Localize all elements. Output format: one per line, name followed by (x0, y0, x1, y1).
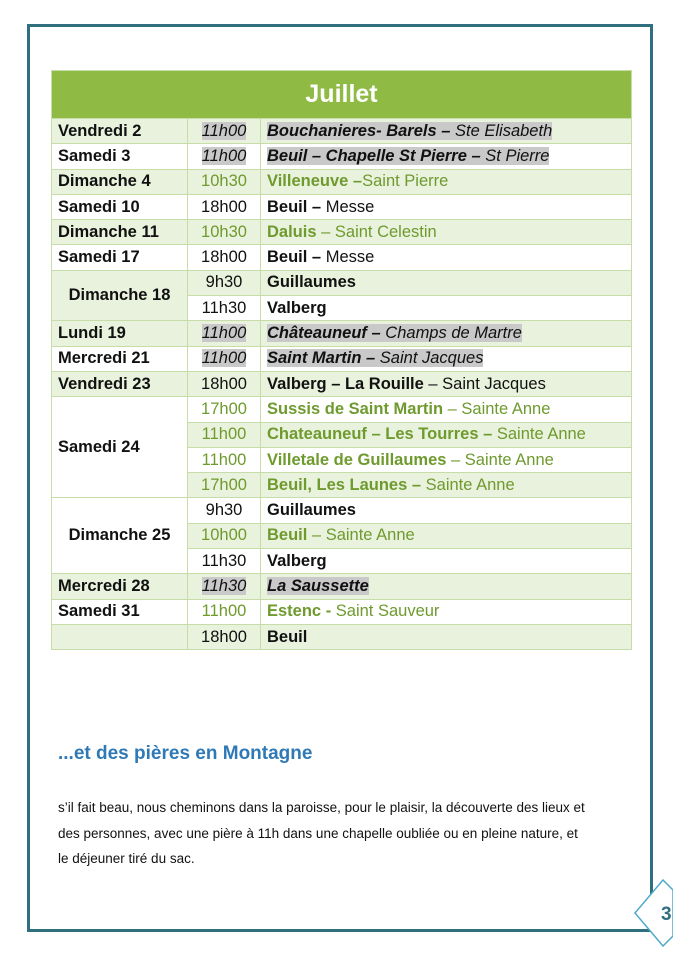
day-cell: Dimanche 11 (52, 220, 188, 245)
time-cell: 9h30 (188, 270, 261, 295)
table-row (52, 119, 632, 144)
time-cell: 11h30 (188, 296, 261, 321)
day-cell: Samedi 31 (52, 599, 188, 624)
time-cell: 11h00 (188, 447, 261, 472)
table-row (52, 346, 632, 371)
place-cell: Villetale de Guillaumes – Sainte Anne (261, 447, 632, 472)
place-cell: Beuil – Chapelle St Pierre – St Pierre (261, 144, 632, 169)
time-cell: 17h00 (188, 397, 261, 422)
table-row (52, 599, 632, 624)
day-cell: Mercredi 28 (52, 574, 188, 599)
place-cell: Guillaumes (261, 270, 632, 295)
time-cell: 18h00 (188, 371, 261, 396)
table-row (52, 624, 632, 649)
time-cell: 10h30 (188, 220, 261, 245)
place-cell: Beuil, Les Launes – Sainte Anne (261, 473, 632, 498)
day-cell: Vendredi 23 (52, 371, 188, 396)
time-cell: 17h00 (188, 473, 261, 498)
schedule-table (51, 70, 632, 650)
time-cell: 10h30 (188, 169, 261, 194)
day-cell: Vendredi 2 (52, 119, 188, 144)
time-cell: 11h30 (188, 549, 261, 574)
place-cell: Beuil – Messe (261, 194, 632, 219)
place-cell: Chateauneuf – Les Tourres – Sainte Anne (261, 422, 632, 447)
paragraph-line: s’il fait beau, nous cheminons dans la paroisse, pour le plaisir, la découverte des lieux et (58, 800, 585, 815)
day-cell: Lundi 19 (52, 321, 188, 346)
month-title: Juillet (52, 71, 632, 119)
time-cell: 11h00 (188, 321, 261, 346)
day-cell: Samedi 10 (52, 194, 188, 219)
page-number-badge (633, 878, 673, 948)
place-cell: Estenc - Saint Sauveur (261, 599, 632, 624)
place-cell: Saint Martin – Saint Jacques (261, 346, 632, 371)
time-cell: 11h00 (188, 144, 261, 169)
place-cell: Valberg (261, 296, 632, 321)
table-row (52, 194, 632, 219)
place-cell: Beuil (261, 624, 632, 649)
paragraph-line: des personnes, avec une pière à 11h dans une chapelle oubliée ou en pleine nature, et (58, 825, 578, 841)
time-cell: 18h00 (188, 194, 261, 219)
table-row (52, 321, 632, 346)
day-cell: Samedi 3 (52, 144, 188, 169)
table-row (52, 498, 632, 523)
place-cell: Châteauneuf – Champs de Martre (261, 321, 632, 346)
day-cell: Dimanche 4 (52, 169, 188, 194)
time-cell: 11h00 (188, 119, 261, 144)
time-cell: 10h00 (188, 523, 261, 548)
place-cell: Valberg (261, 549, 632, 574)
table-row (52, 144, 632, 169)
time-cell: 9h30 (188, 498, 261, 523)
table-header-row (52, 71, 632, 119)
day-cell (52, 624, 188, 649)
time-cell: 18h00 (188, 245, 261, 270)
table-row (52, 574, 632, 599)
time-cell: 11h00 (188, 599, 261, 624)
place-cell: Beuil – Messe (261, 245, 632, 270)
place-cell: Villeneuve –Saint Pierre (261, 169, 632, 194)
table-row (52, 169, 632, 194)
day-cell: Dimanche 25 (52, 498, 188, 574)
table-row (52, 270, 632, 295)
place-cell: Daluis – Saint Celestin (261, 220, 632, 245)
place-cell: Beuil – Sainte Anne (261, 523, 632, 548)
section-heading: ...et des pières en Montagne (58, 743, 313, 764)
day-cell: Mercredi 21 (52, 346, 188, 371)
time-cell: 11h00 (188, 422, 261, 447)
place-cell: Valberg – La Rouille – Saint Jacques (261, 371, 632, 396)
paragraph-line: le déjeuner tiré du sac. (58, 851, 195, 866)
time-cell: 18h00 (188, 624, 261, 649)
place-cell: Sussis de Saint Martin – Sainte Anne (261, 397, 632, 422)
table-row (52, 220, 632, 245)
day-cell: Samedi 17 (52, 245, 188, 270)
day-cell: Samedi 24 (52, 397, 188, 498)
place-cell: La Saussette (261, 574, 632, 599)
diamond-icon (633, 878, 673, 948)
table-row (52, 371, 632, 396)
place-cell: Guillaumes (261, 498, 632, 523)
time-cell: 11h00 (188, 346, 261, 371)
place-cell: Bouchanieres- Barels – Ste Elisabeth (261, 119, 632, 144)
time-cell: 11h30 (188, 574, 261, 599)
day-cell: Dimanche 18 (52, 270, 188, 321)
table-row (52, 245, 632, 270)
table-row (52, 397, 632, 422)
page-number: 3 (661, 904, 672, 925)
body-paragraph (58, 795, 638, 872)
